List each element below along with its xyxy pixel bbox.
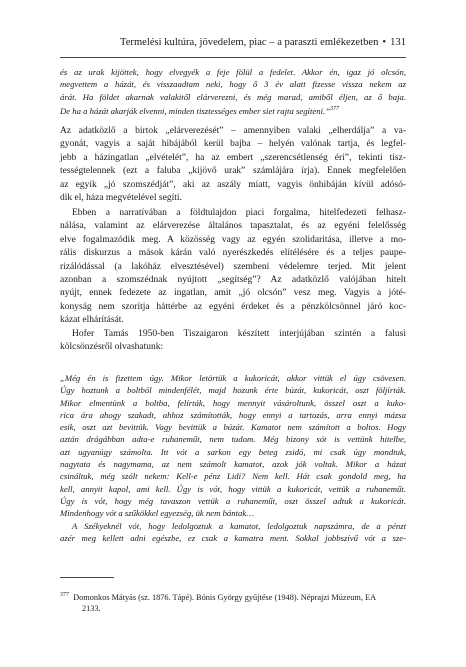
paragraph-line: nyújt, ennek fedezete az ingatlan, amit „jó olcsón” vesz meg. Vagyis a jóté-	[60, 288, 406, 299]
header-rule	[60, 57, 406, 58]
paragraph-3	[60, 328, 406, 355]
footnote-ref: 377	[330, 105, 339, 112]
quote-top-line: és az urak kijöttek, hogy elvegyék a feje fölül a fedelet. Akkor én, igaz jó olcsón,	[60, 67, 406, 77]
paragraph-line: Az adatközlő a birtok „elárverezését” – amennyiben valaki „elherdálja” a va-	[60, 126, 406, 136]
quote-bottom	[60, 372, 406, 544]
paragraph-line: rális diskurzus a mások kárán való nyerészkedés elítélésére és a teljes paupe-	[60, 248, 406, 259]
quote-bottom-line: Mindenhogy vót a szűkökkel egyezség, ük nem bántak…	[60, 508, 254, 519]
footnote-rule	[60, 577, 114, 578]
quote-bottom-line: esik, oszt azt bevittük. Vagy bevittük a búzát. Kamatot nem számított a boltos. Hogy	[60, 422, 406, 433]
footnote-number: 377	[60, 592, 69, 598]
quote-bottom-line: kell, annyit kapol, ami kell. Úgy is vót, hogy vittük a kukoricát, vettük a ruhaneműt.	[60, 483, 406, 494]
quote-bottom-line: Mikor elmentünk a boltba, felírták, hogy mennyit vásároltunk, összel oszt a kuko-	[60, 397, 406, 408]
paragraph-line: kölcsönzésről olvashatunk:	[60, 342, 164, 353]
running-head	[60, 36, 406, 50]
page-number: 131	[390, 37, 406, 48]
paragraph-line: dik el, háza megvételével segíti.	[60, 193, 182, 204]
quote-bottom-line: azt ugyanúgy számolta. Itt vót a sarkon egy beteg zsidó, mi csak úgy mondtuk,	[60, 446, 406, 457]
quote-bottom-line: nagytata és nagymama, az nem számolt kamatot, azok jók voltak. Mikor a házat	[60, 459, 406, 470]
paragraph-line: konyság nem szorítja háttérbe az egyéni érdeket és a pénzkölcsönnel járó koc-	[60, 301, 406, 312]
quote-bottom-line: Úgy hoztunk a boltból mindenfélét, majd hozunk érte búzát, kukoricát, oszt följírták.	[60, 385, 406, 396]
paragraph-line: jebb a házingatlan „elvételét”, ha az embert „szerencsétlenség éri”, tekinti tisz-	[60, 152, 406, 163]
quote-top-line: árát. Ha földet akarnak valakitől elárverezni, és még marad, amiből éljen, az ő baja.	[60, 91, 406, 102]
footnote-line: $^{377}$ Domonkos Mátyás (sz. 1876. Tápé). Bónis György gyűjtése (1948). Néprajzi Múzeum, EA	[60, 592, 377, 602]
quote-bottom-line: csináltuk, még szólt nekem: Kell-e pénz Lidi? Nem kell. Hát csak gondold meg, ha	[60, 471, 406, 482]
paragraph-1	[60, 125, 406, 205]
quote-bottom-line: A Székyeknél vót, hogy ledolgoztuk a kamatot, ledolgoztuk napszámra, de a pénzt	[72, 520, 406, 531]
paragraph-line: nálása, valamint az elárverezése általános tapasztalat, és az egyéni felelősség	[60, 221, 406, 232]
paragraph-line: azonban a szomszédnak nyújtott „segítség”? Az adatközlő valójában hitelt	[60, 275, 406, 286]
paragraph-line: Hofer Tamás 1950-ben Tiszaigaron készített interjújában szintén a falusi	[72, 329, 406, 339]
quote-bottom-line: „Még én is fizettem úgy. Mikor letörtük a kukoricát, akkor vittük el úgy csövesen.	[60, 373, 406, 383]
quote-top-line: megvettem a házát, és visszaadtam neki, hogy ő 3 év alatt fizesse vissza nekem az	[60, 79, 406, 90]
quote-top-line: De ha a házát akarják elvenni, minden tisztességes ember siet rajta segíteni.”$^{377}$	[60, 105, 339, 116]
paragraph-line: rizálódással (a lakóház elvesztésével) szembeni védelemre terjed. Mit jelent	[60, 261, 406, 272]
paragraph-line: gyonát, vagyis a saját hibájából kerül bajba – helyén valónak tartja, és legfel-	[60, 139, 406, 150]
running-head-title: Termelési kultúra, jövedelem, piac – a paraszti emlékezetben	[119, 37, 379, 48]
paragraph-line: elve fogalmazódik meg. A közösség vagy az egyén szolidaritása, illetve a mo-	[60, 234, 406, 245]
paragraph-line: Ebben a narratívában a földtulajdon piaci forgalma, hitelfedezeti felhasz-	[72, 208, 406, 218]
paragraph-2	[60, 207, 406, 328]
footnote	[60, 590, 406, 614]
quote-bottom-line: aztán drágábban adta-e ruhaneműt, nem tudom. Még bizony sót is vettünk hitelbe,	[60, 434, 406, 445]
quote-bottom-line: Úgy is vót, hogy még tavaszon vettük a ruhaneműt, oszt összel adtuk a kukoricát.	[60, 495, 406, 506]
paragraph-line: az egyik „jó szomszédját”, aki az aszály miatt, vagyis önhibáján kívül adósó-	[60, 179, 406, 190]
running-head-bullet: •	[382, 37, 387, 48]
quote-bottom-line: rica ára ahogy szakadt, ahhoz számították, hogy ennyi a tartozás, arra ennyi mázsa	[60, 409, 406, 420]
footnote-line: 2133.	[82, 603, 101, 613]
paragraph-line: kázat elhárítását.	[60, 315, 124, 326]
quote-top	[60, 66, 406, 117]
quote-bottom-line: azér meg kellett adni egészbe, ez csak a kamatra ment. Sokkal jobbszívű vót a sze-	[60, 532, 406, 543]
paragraph-line: tességtelennek (ezt a faluba „kijövő urak” számlájára írja). Ennek megfelelően	[60, 166, 406, 177]
